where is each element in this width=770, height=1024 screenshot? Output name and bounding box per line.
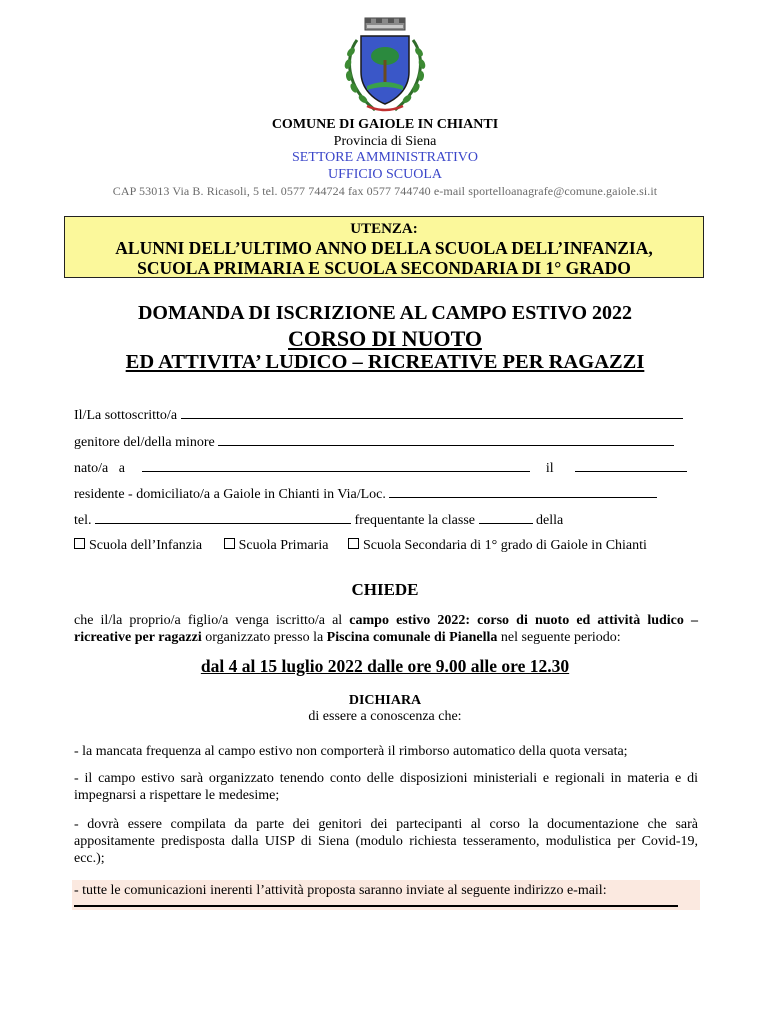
dichiara-item-3: - dovrà essere compilata da parte dei genitori dei partecipanti al corso la documentazione che sarà appositamente predisposta dalla UISP di Siena (modulo richiesta tesseramento, modulistica per Covid-19, ecc.); bbox=[74, 817, 698, 866]
chiede-bold-2: Piscina comunale di Pianella bbox=[326, 630, 498, 645]
tel-row bbox=[74, 511, 698, 529]
class-suffix: della bbox=[536, 513, 564, 528]
province-name: Provincia di Siena bbox=[333, 134, 437, 149]
form-title: DOMANDA DI ISCRIZIONE AL CAMPO ESTIVO 2022 bbox=[137, 302, 633, 324]
chiede-text-1: che il/la proprio/a figlio/a venga iscritto/a al bbox=[74, 613, 350, 628]
municipal-crest-icon bbox=[337, 16, 433, 118]
utenza-box bbox=[64, 216, 704, 278]
signer-label: Il/La sottoscritto/a bbox=[74, 408, 178, 423]
municipality-name: COMUNE DI GAIOLE IN CHIANTI bbox=[271, 117, 499, 132]
school-option-label: Scuola Primaria bbox=[238, 538, 329, 553]
course-title bbox=[0, 326, 770, 352]
chiede-paragraph bbox=[74, 612, 698, 646]
activity-title-text: ED ATTIVITA’ LUDICO – RICREATIVE PER RAGAZZI bbox=[125, 351, 645, 373]
dichiara-item-4: - tutte le comunicazioni inerenti l’attività proposta saranno inviate al seguente indirizzo e-mail: bbox=[74, 883, 607, 898]
chiede-text-2: organizzato presso la bbox=[201, 630, 327, 645]
tel-field[interactable] bbox=[95, 511, 351, 524]
born-label: nato/a a bbox=[74, 461, 125, 476]
utenza-label: UTENZA: bbox=[350, 221, 418, 237]
minor-name-field[interactable] bbox=[218, 433, 674, 446]
residence-label: residente - domiciliato/a a Gaiole in Chianti in Via/Loc. bbox=[74, 487, 386, 502]
tel-label: tel. bbox=[74, 513, 92, 528]
course-dates: dal 4 al 15 luglio 2022 dalle ore 9.00 alle ore 12.30 bbox=[200, 656, 570, 676]
school-option-label: Scuola dell’Infanzia bbox=[89, 538, 203, 553]
contact-line: CAP 53013 Via B. Ricasoli, 5 tel. 0577 744724 fax 0577 744740 e-mail sportelloanagrafe@comune.gaiole.si.it bbox=[112, 184, 658, 198]
utenza-line-1: ALUNNI DELL’ULTIMO ANNO DELLA SCUOLA DELL’INFANZIA, bbox=[115, 238, 653, 258]
residence-row bbox=[74, 485, 698, 503]
email-box bbox=[72, 880, 700, 910]
birthdate-field[interactable] bbox=[575, 459, 687, 472]
chiede-text-3: nel seguente periodo: bbox=[497, 630, 621, 645]
dichiara-item-1: - la mancata frequenza al campo estivo non comporterà il rimborso automatico della quota versata; bbox=[74, 744, 628, 759]
office-name: UFFICIO SCUOLA bbox=[328, 167, 442, 182]
checkbox-icon bbox=[224, 538, 235, 549]
course-title-text: CORSO DI NUOTO bbox=[288, 326, 482, 351]
signer-field[interactable] bbox=[181, 406, 683, 419]
chiede-heading: CHIEDE bbox=[351, 580, 419, 599]
school-option-label: Scuola Secondaria di 1° grado di Gaiole in Chianti bbox=[362, 538, 647, 553]
parent-row bbox=[74, 433, 698, 451]
dichiara-intro: di essere a conoscenza che: bbox=[308, 709, 462, 724]
parent-label: genitore del/della minore bbox=[74, 435, 215, 450]
utenza-line-2: SCUOLA PRIMARIA E SCUOLA SECONDARIA DI 1° GRADO bbox=[137, 258, 631, 278]
class-field[interactable] bbox=[479, 511, 533, 524]
address-field[interactable] bbox=[389, 485, 657, 498]
activity-title bbox=[0, 351, 770, 374]
school-row bbox=[74, 537, 698, 554]
dichiara-item-2: - il campo estivo sarà organizzato tenendo conto delle disposizioni ministeriali e regionali in materia e di impegnarsi a rispettare le medesime; bbox=[74, 771, 698, 803]
school-option-primaria[interactable] bbox=[224, 538, 329, 553]
chiede-bold-1: campo estivo 2022: corso di nuoto ed attività ludico – ricreative per ragazzi bbox=[74, 613, 698, 645]
dichiara-heading: DICHIARA bbox=[348, 693, 422, 708]
date-label: il bbox=[545, 461, 554, 476]
signer-row bbox=[74, 406, 698, 424]
school-option-secondaria[interactable] bbox=[348, 538, 647, 553]
birth-row bbox=[74, 459, 698, 477]
checkbox-icon bbox=[74, 538, 85, 549]
birthplace-field[interactable] bbox=[142, 459, 530, 472]
checkbox-icon bbox=[348, 538, 359, 549]
class-label: frequentante la classe bbox=[354, 513, 475, 528]
email-field[interactable] bbox=[74, 905, 678, 907]
school-option-infanzia[interactable] bbox=[74, 538, 202, 553]
sector-name: SETTORE AMMINISTRATIVO bbox=[291, 150, 479, 165]
